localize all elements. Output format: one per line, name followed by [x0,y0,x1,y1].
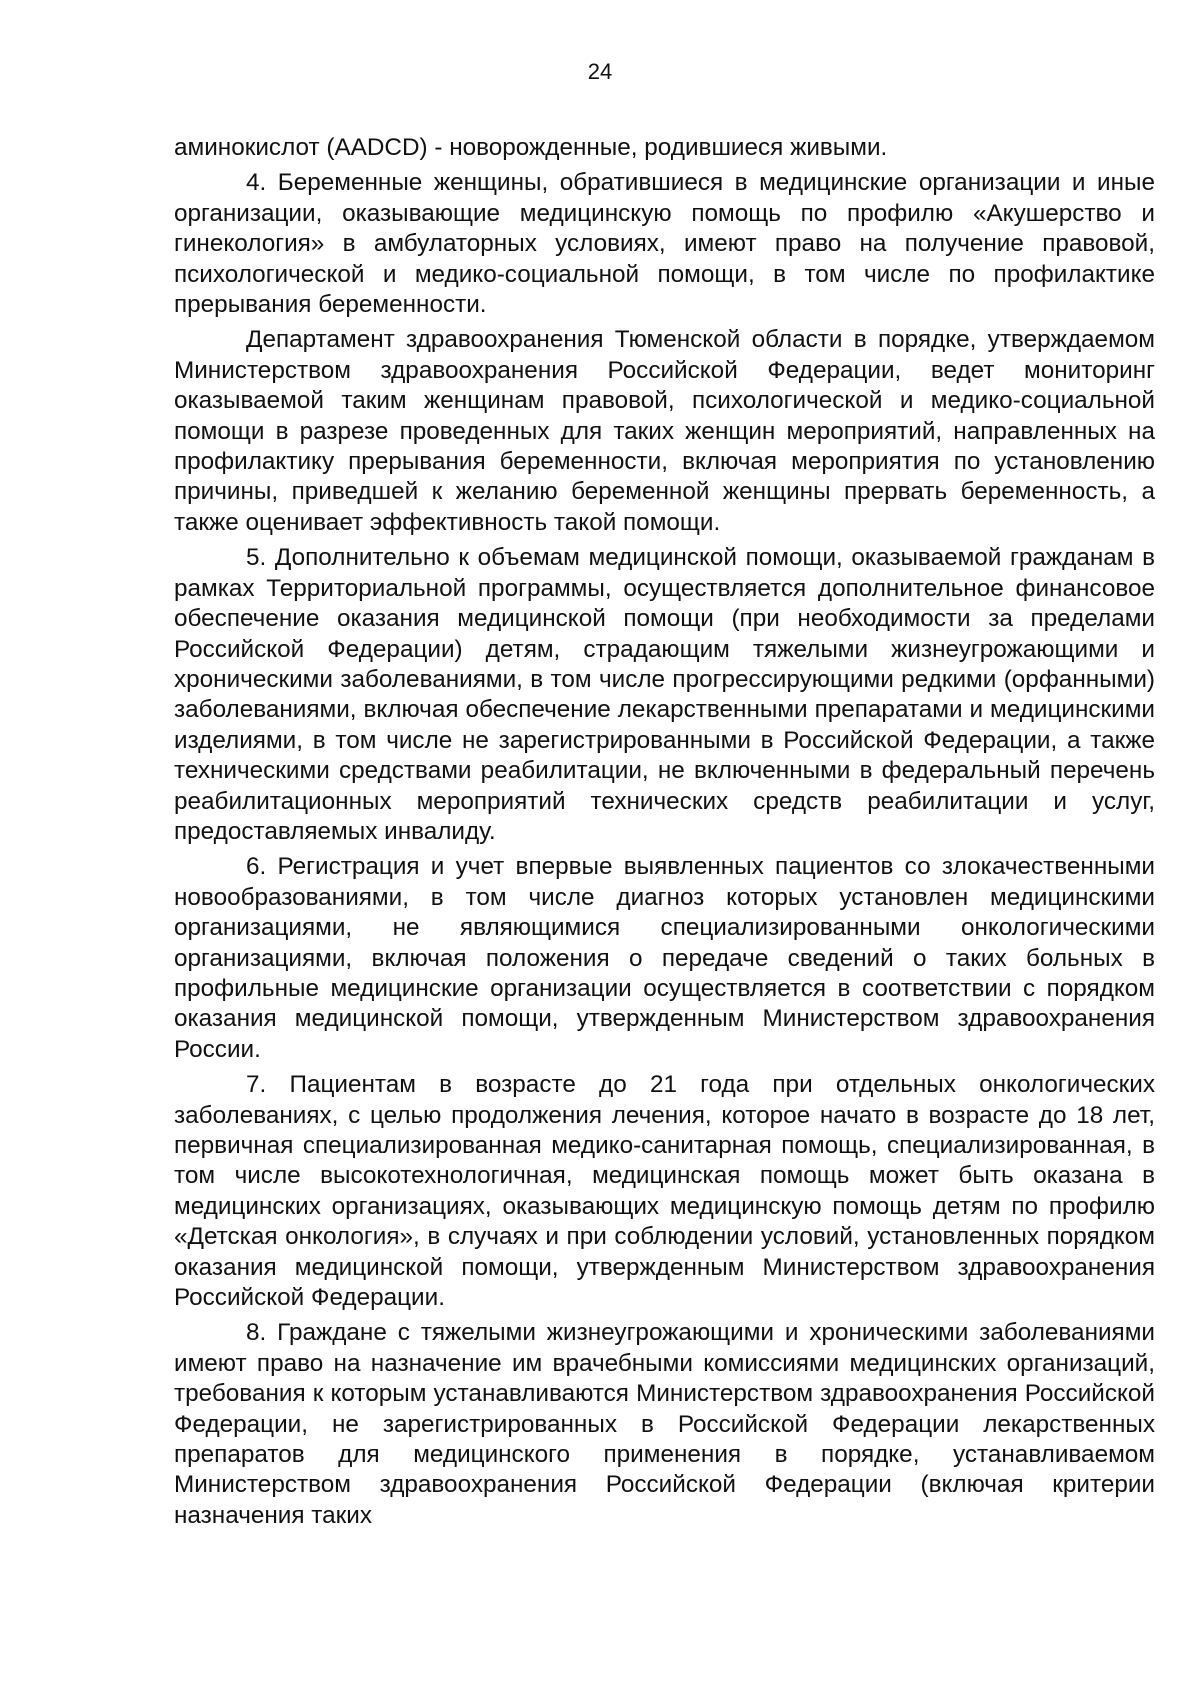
paragraph-continuation: аминокислот (AADCD) - новорожденные, родившиеся живыми. [174,134,888,161]
paragraph-department-monitoring: Департамент здравоохранения Тюменской области в порядке, утверждаемом Министерством здравоохранения Российской Федерации, ведет мониторинг оказываемой таким женщинам правовой, психологической и медико-социальной помощи в разрезе проведенных для таких женщин мероприятий, направленных на профилактику прерывания беременности, включая мероприятия по установлению причины, приведшей к желанию беременной женщины прервать беременность, а также оценивает эффективность такой помощи. [174,326,1155,536]
paragraph-item-8: 8. Граждане с тяжелыми жизнеугрожающими и хроническими заболеваниями имеют право на назначение им врачебными комиссиями медицинских организаций, требования к которым устанавливаются Министерством здравоохранения Российской Федерации, не зарегистрированных в Российской Федерации лекарственных препаратов для медицинского применения в порядке, устанавливаемом Министерством здравоохранения Российской Федерации (включая критерии назначения таких [174,1319,1155,1529]
paragraph-item-4: 4. Беременные женщины, обратившиеся в медицинские организации и иные организации, оказывающие медицинскую помощь по профилю «Акушерство и гинекология» в амбулаторных условиях, имеют право на получение правовой, психологической и медико-социальной помощи, в том числе по профилактике прерывания беременности. [174,169,1155,319]
page-number: 24 [587,59,613,84]
document-body [174,133,1155,1536]
paragraph-item-5: 5. Дополнительно к объемам медицинской помощи, оказываемой гражданам в рамках Территориальной программы, осуществляется дополнительное финансовое обеспечение оказания медицинской помощи (при необходимости за пределами Российской Федерации) детям, страдающим тяжелыми жизнеугрожающими и хроническими заболеваниями, в том числе прогрессирующими редкими (орфанными) заболеваниями, включая обеспечение лекарственными препаратами и медицинскими изделиями, в том числе не зарегистрированными в Российской Федерации, а также техническими средствами реабилитации, не включенными в федеральный перечень реабилитационных мероприятий технических средств реабилитации и услуг, предоставляемых инвалиду. [174,544,1155,845]
paragraph-item-7: 7. Пациентам в возрасте до 21 года при отдельных онкологических заболеваниях, с целью продолжения лечения, которое начато в возрасте до 18 лет, первичная специализированная медико-санитарная помощь, специализированная, в том числе высокотехнологичная, медицинская помощь может быть оказана в медицинских организациях, оказывающих медицинскую помощь детям по профилю «Детская онкология», в случаях и при соблюдении условий, установленных порядком оказания медицинской помощи, утвержденным Министерством здравоохранения Российской Федерации. [174,1071,1155,1312]
paragraph-item-6: 6. Регистрация и учет впервые выявленных пациентов со злокачественными новообразованиями, в том числе диагноз которых установлен медицинскими организациями, не являющимися специализированными онкологическими организациями, включая положения о передаче сведений о таких больных в профильные медицинские организации осуществляется в соответствии с порядком оказания медицинской помощи, утвержденным Министерством здравоохранения России. [174,853,1155,1063]
